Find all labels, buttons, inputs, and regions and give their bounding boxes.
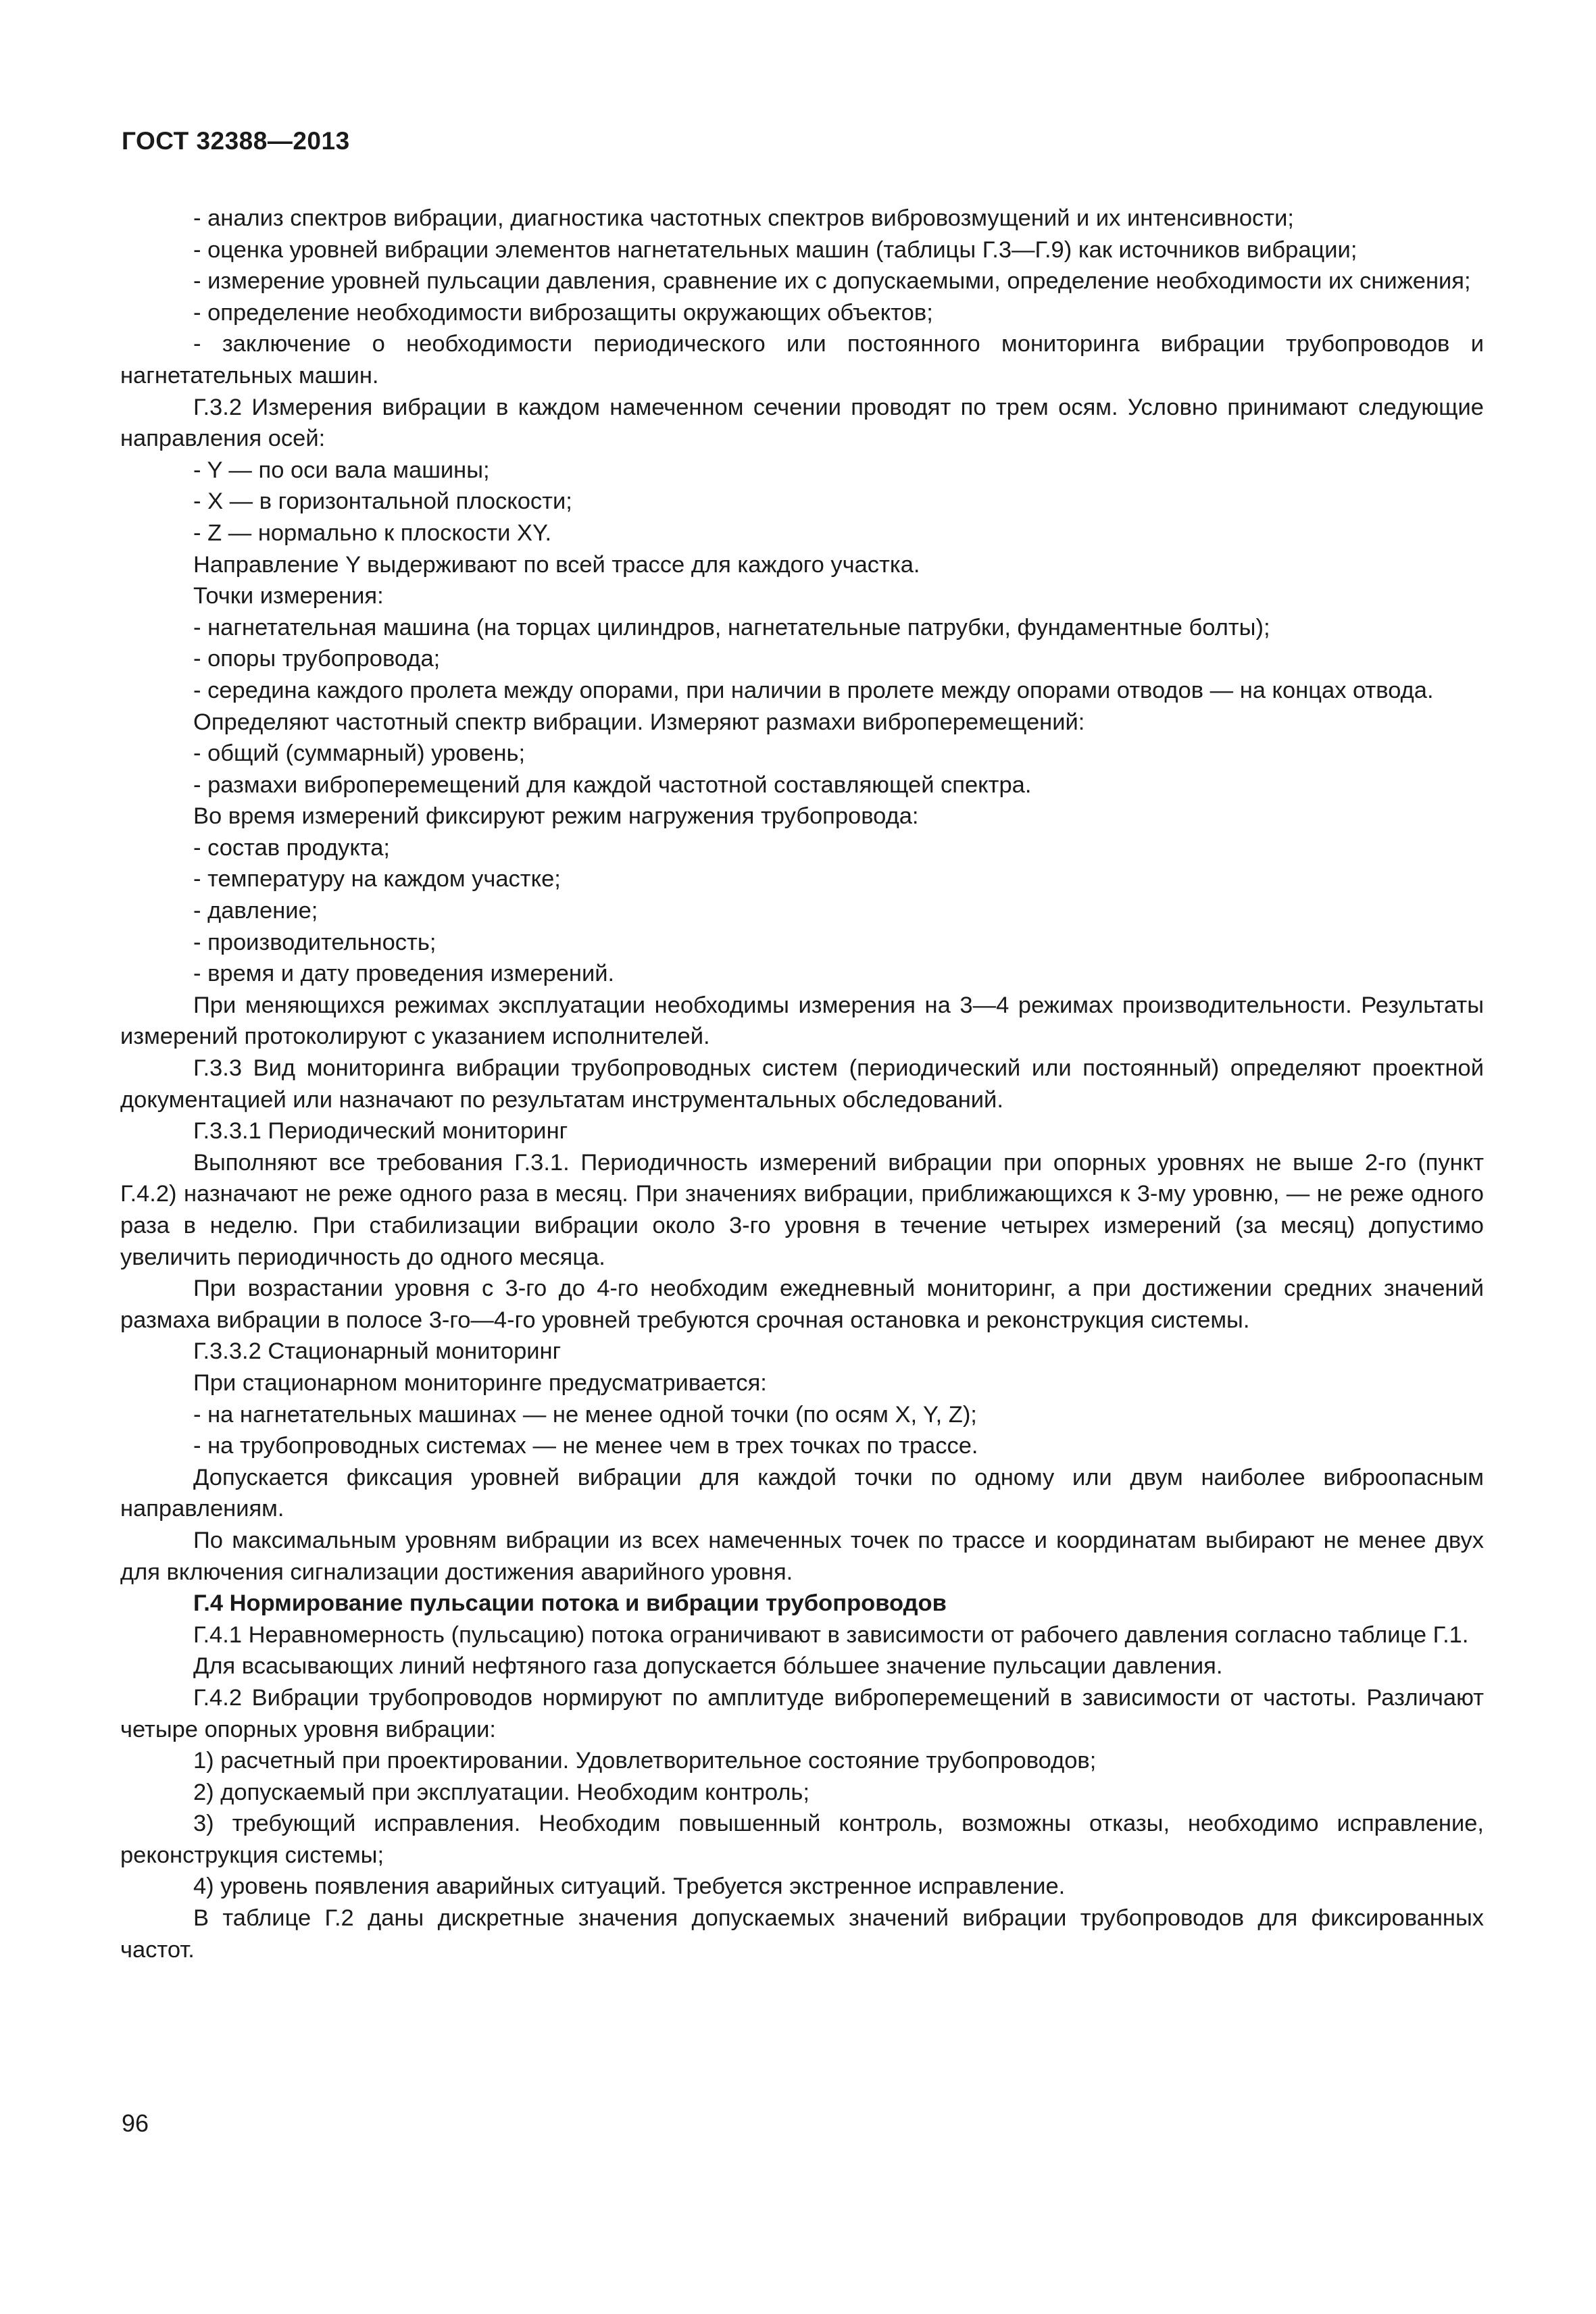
paragraph: При возрастании уровня с 3-го до 4-го необходим ежедневный мониторинг, а при достижении средних значений размаха вибрации в полосе 3-го—4-го уровней требуются срочная остановка и реконструкция системы. xyxy=(120,1276,1484,1333)
paragraph: - определение необходимости виброзащиты окружающих объектов; xyxy=(193,299,933,326)
paragraph: - заключение о необходимости периодического или постоянного мониторинга вибрации трубопроводов и нагнетательных машин. xyxy=(120,331,1484,388)
paragraph: - середина каждого пролета между опорами, при наличии в пролете между опорами отводов — на концах отвода. xyxy=(193,677,1434,703)
paragraph: Для всасывающих линий нефтяного газа допускается бóльшее значение пульсации давления. xyxy=(193,1653,1223,1680)
page-body xyxy=(120,203,1484,1965)
paragraph: В таблице Г.2 даны дискретные значения допускаемых значений вибрации трубопроводов для фиксированных частот. xyxy=(120,1905,1484,1963)
subsection-heading: Г.3.3.2 Стационарный мониторинг xyxy=(193,1338,562,1365)
list-item: 3) требующий исправления. Необходим повышенный контроль, возможны отказы, необходимо исправление, реконструкция системы; xyxy=(120,1811,1484,1868)
paragraph: - нагнетательная машина (на торцах цилиндров, нагнетательные патрубки, фундаментные болты); xyxy=(193,614,1270,640)
paragraph: Г.3.2 Измерения вибрации в каждом намеченном сечении проводят по трем осям. Условно принимают следующие направления осей: xyxy=(120,394,1484,452)
paragraph: По максимальным уровням вибрации из всех намеченных точек по трассе и координатам выбирают не менее двух для включения сигнализации достижения аварийного уровня. xyxy=(120,1527,1484,1585)
paragraph: - общий (суммарный) уровень; xyxy=(193,740,526,767)
list-item: 1) расчетный при проектировании. Удовлетворительное состояние трубопроводов; xyxy=(193,1748,1097,1774)
paragraph: - оценка уровней вибрации элементов нагнетательных машин (таблицы Г.3—Г.9) как источников вибрации; xyxy=(193,236,1357,263)
paragraph: При стационарном мониторинге предусматривается: xyxy=(193,1369,767,1396)
paragraph: - X — в горизонтальной плоскости; xyxy=(193,488,572,515)
paragraph: Направление Y выдерживают по всей трассе для каждого участка. xyxy=(193,551,920,578)
paragraph: Г.3.3 Вид мониторинга вибрации трубопроводных систем (периодический или постоянный) определяют проектной документацией или назначают по результатам инструментальных обследований. xyxy=(120,1055,1484,1113)
paragraph: - давление; xyxy=(193,898,318,924)
list-item: 2) допускаемый при эксплуатации. Необходим контроль; xyxy=(193,1779,809,1805)
paragraph: - анализ спектров вибрации, диагностика частотных спектров вибровозмущений и их интенсивности; xyxy=(193,205,1294,231)
paragraph: - на нагнетательных машинах — не менее одной точки (по осям X, Y, Z); xyxy=(193,1401,977,1428)
paragraph: При меняющихся режимах эксплуатации необходимы измерения на 3—4 режимах производительности. Результаты измерений протоколируют с указанием исполнителей. xyxy=(120,992,1484,1050)
paragraph: Точки измерения: xyxy=(193,583,384,609)
paragraph: - размахи виброперемещений для каждой частотной составляющей спектра. xyxy=(193,772,1032,798)
paragraph: Во время измерений фиксируют режим нагружения трубопровода: xyxy=(193,803,919,830)
paragraph: - производительность; xyxy=(193,929,437,955)
paragraph: - на трубопроводных системах — не менее чем в трех точках по трассе. xyxy=(193,1433,978,1459)
list-item: 4) уровень появления аварийных ситуаций. Требуется экстренное исправление. xyxy=(193,1873,1066,1900)
paragraph: Выполняют все требования Г.3.1. Периодичность измерений вибрации при опорных уровнях не выше 2-го (пункт Г.4.2) назначают не реже одного раза в месяц. При значениях вибрации, приближающихся к 3-му уровню, — не реже одного раза в неделю. При стабилизации вибрации около 3-го уровня в течение четырех измерений (за месяц) допустимо увеличить периодичность до одного месяца. xyxy=(120,1149,1484,1270)
paragraph: Г.4.1 Неравномерность (пульсацию) потока ограничивают в зависимости от рабочего давления согласно таблице Г.1. xyxy=(193,1621,1469,1648)
paragraph: - опоры трубопровода; xyxy=(193,646,441,672)
paragraph: - состав продукта; xyxy=(193,834,391,861)
paragraph: Определяют частотный спектр вибрации. Измеряют размахи виброперемещений: xyxy=(193,709,1085,735)
section-heading: Г.4 Нормирование пульсации потока и вибрации трубопроводов xyxy=(193,1590,947,1617)
paragraph: Г.4.2 Вибрации трубопроводов нормируют по амплитуде виброперемещений в зависимости от частоты. Различают четыре опорных уровня вибрации: xyxy=(120,1684,1484,1742)
document-header: ГОСТ 32388—2013 xyxy=(122,127,350,155)
subsection-heading: Г.3.3.1 Периодический мониторинг xyxy=(193,1118,568,1145)
paragraph: - Y — по оси вала машины; xyxy=(193,457,490,483)
page-number: 96 xyxy=(122,2109,149,2137)
paragraph: Допускается фиксация уровней вибрации для каждой точки по одному или двум наиболее виброопасным направлениям. xyxy=(120,1464,1484,1522)
paragraph: - измерение уровней пульсации давления, сравнение их с допускаемыми, определение необходимости их снижения; xyxy=(193,268,1471,295)
paragraph: - Z — нормально к плоскости XY. xyxy=(193,520,552,546)
paragraph: - время и дату проведения измерений. xyxy=(193,961,615,987)
paragraph: - температуру на каждом участке; xyxy=(193,866,561,892)
